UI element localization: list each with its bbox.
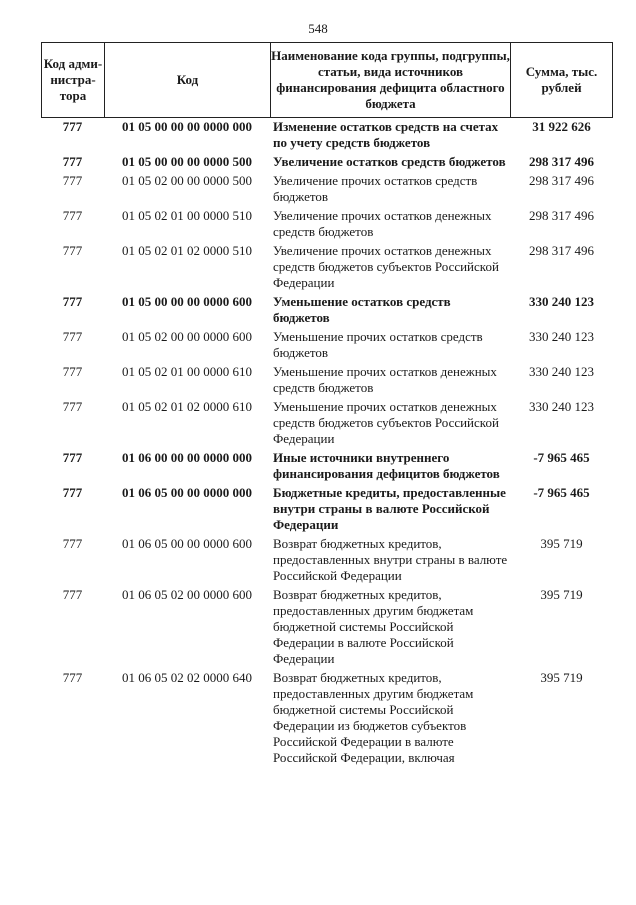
cell-code: 01 06 00 00 00 0000 000 (122, 450, 252, 465)
cell-code: 01 05 02 01 00 0000 610 (122, 364, 252, 379)
table-row (41, 294, 613, 326)
table-row (41, 399, 613, 447)
cell-admin-code: 777 (62, 450, 83, 465)
table-row (41, 173, 613, 205)
cell-code: 01 05 00 00 00 0000 600 (122, 294, 252, 309)
cell-admin-code: 777 (62, 485, 83, 500)
cell-code: 01 06 05 00 00 0000 600 (122, 536, 252, 551)
cell-name: Возврат бюджетных кредитов, предоставленных внутри страны в валюте Российской Федерации (273, 536, 508, 583)
table-row (41, 670, 613, 766)
cell-name: Возврат бюджетных кредитов, предоставленных другим бюджетам бюджетной системы Российской Федерации из бюджетов субъектов Российской Федерации в валюте Российской Федерации, включая (273, 670, 474, 765)
cell-name: Бюджетные кредиты, предоставленные внутри страны в валюте Российской Федерации (273, 485, 506, 532)
header-code: Код (105, 43, 271, 117)
cell-name: Уменьшение остатков средств бюджетов (273, 294, 451, 325)
cell-code: 01 05 02 00 00 0000 500 (122, 173, 252, 188)
table-row (41, 208, 613, 240)
cell-name: Увеличение остатков средств бюджетов (273, 154, 506, 169)
table-row (41, 329, 613, 361)
table-row (41, 119, 613, 151)
cell-admin-code: 777 (62, 173, 83, 188)
cell-sum: 298 317 496 (529, 154, 594, 169)
table-row (41, 154, 613, 170)
cell-sum: 298 317 496 (529, 243, 594, 258)
cell-code: 01 06 05 02 00 0000 600 (122, 587, 252, 602)
cell-admin-code: 777 (62, 208, 83, 223)
table-row (41, 364, 613, 396)
cell-sum: 330 240 123 (529, 294, 594, 309)
cell-sum: 298 317 496 (529, 208, 594, 223)
table-row (41, 450, 613, 482)
cell-code: 01 05 02 01 02 0000 510 (122, 243, 252, 258)
cell-name: Иные источники внутреннего финансирования дефицитов бюджетов (273, 450, 500, 481)
header-sum: Сумма, тыс. рублей (525, 64, 598, 95)
cell-name: Увеличение прочих остатков денежных средств бюджетов (273, 208, 492, 239)
cell-code: 01 05 02 00 00 0000 600 (122, 329, 252, 344)
cell-code: 01 05 02 01 00 0000 510 (122, 208, 252, 223)
cell-sum: 395 719 (540, 536, 583, 551)
cell-sum: -7 965 465 (533, 450, 590, 465)
cell-admin-code: 777 (62, 119, 83, 134)
cell-sum: 330 240 123 (529, 399, 594, 414)
cell-name: Возврат бюджетных кредитов, предоставленных другим бюджетам бюджетной системы Российской Федерации в валюте Российской Федерации (273, 587, 474, 666)
table-row (41, 243, 613, 291)
cell-sum: 31 922 626 (532, 119, 591, 134)
cell-sum: -7 965 465 (533, 485, 590, 500)
cell-admin-code: 777 (62, 243, 83, 258)
cell-code: 01 06 05 02 02 0000 640 (122, 670, 252, 685)
table-header (41, 42, 613, 118)
sources-financing-table (41, 42, 613, 769)
cell-admin-code: 777 (62, 670, 83, 685)
cell-code: 01 06 05 00 00 0000 000 (122, 485, 252, 500)
cell-sum: 330 240 123 (529, 364, 594, 379)
cell-admin-code: 777 (62, 294, 83, 309)
cell-sum: 395 719 (540, 670, 583, 685)
cell-sum: 298 317 496 (529, 173, 594, 188)
header-name: Наименование кода группы, подгруппы, статьи, вида источников финансирования дефицита областного бюджета (271, 43, 511, 117)
cell-name: Уменьшение прочих остатков средств бюджетов (273, 329, 483, 360)
cell-admin-code: 777 (62, 587, 83, 602)
cell-name: Увеличение прочих остатков средств бюджетов (273, 173, 478, 204)
cell-code: 01 05 00 00 00 0000 000 (122, 119, 252, 134)
cell-admin-code: 777 (62, 399, 83, 414)
table-row (41, 536, 613, 584)
cell-sum: 330 240 123 (529, 329, 594, 344)
header-admin-code: Код адми-нистра-тора (42, 43, 105, 117)
table-row (41, 587, 613, 667)
cell-code: 01 05 00 00 00 0000 500 (122, 154, 252, 169)
page-number: 548 (308, 21, 328, 36)
table-row (41, 485, 613, 533)
cell-admin-code: 777 (62, 329, 83, 344)
table-body (41, 118, 613, 766)
cell-name: Увеличение прочих остатков денежных средств бюджетов субъектов Российской Федерации (273, 243, 499, 290)
cell-admin-code: 777 (62, 536, 83, 551)
cell-name: Уменьшение прочих остатков денежных средств бюджетов субъектов Российской Федерации (273, 399, 499, 446)
cell-name: Изменение остатков средств на счетах по учету средств бюджетов (273, 119, 499, 150)
cell-code: 01 05 02 01 02 0000 610 (122, 399, 252, 414)
cell-admin-code: 777 (62, 154, 83, 169)
cell-sum: 395 719 (540, 587, 583, 602)
cell-name: Уменьшение прочих остатков денежных средств бюджетов (273, 364, 497, 395)
cell-admin-code: 777 (62, 364, 83, 379)
